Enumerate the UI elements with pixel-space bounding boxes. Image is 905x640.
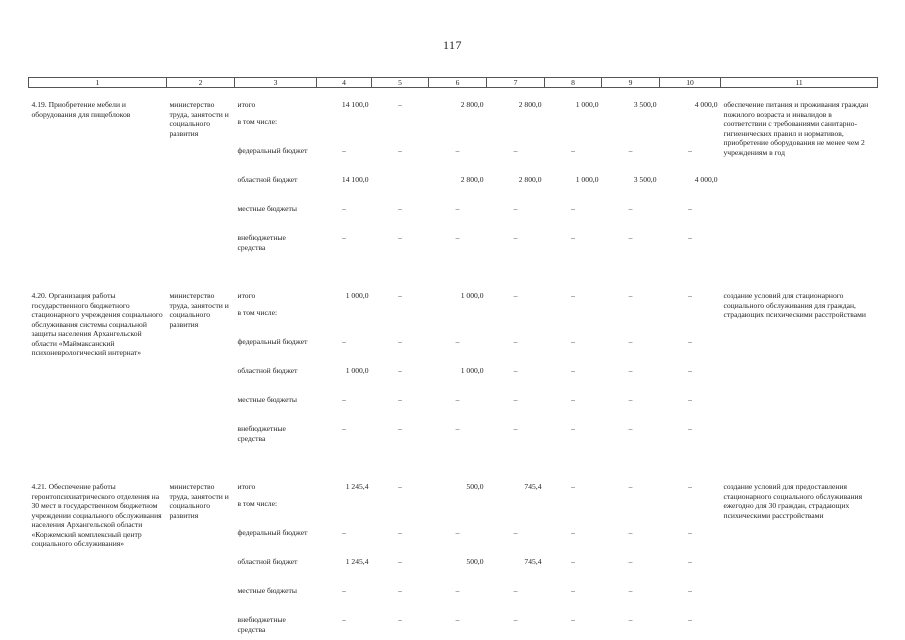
amount-cell: – [342, 395, 346, 405]
amount-cell: – [688, 337, 692, 347]
amount-cell: – [688, 146, 692, 156]
amount-cell: 1 000,0 [460, 291, 484, 301]
amount-cell: – [571, 395, 575, 405]
col-header: 1 [29, 78, 167, 88]
amount-cell: – [455, 204, 460, 214]
col-header: 3 [235, 78, 317, 88]
amount-cell: – [628, 233, 633, 243]
page-number: 117 [442, 38, 463, 52]
amount-cell: – [513, 337, 518, 347]
funding-source-label: местные бюджеты [237, 204, 297, 214]
amount-cell: – [342, 146, 346, 156]
amount-cell: – [628, 424, 633, 434]
amount-cell: 3 500,0 [633, 175, 657, 185]
amount-cell: – [571, 291, 575, 301]
amount-cell: – [628, 557, 633, 567]
amount-cell [372, 499, 429, 528]
amount-cell [660, 499, 721, 528]
amount-cell: 14 100,0 [341, 100, 369, 110]
funding-source-label: местные бюджеты [237, 586, 297, 596]
amount-cell: – [571, 146, 575, 156]
amount-cell: – [688, 424, 692, 434]
col-header: 10 [660, 78, 721, 88]
amount-cell [372, 175, 429, 204]
amount-cell: 1 000,0 [575, 100, 599, 110]
measure-title: 4.21. Обеспечение работы геронтопсихиатрического отделения на 30 мест в государственном бюджетном учреждении социального обслуживания населения Архангельской области «Коржемский комплексный центр социального обслуживания» [31, 482, 162, 549]
amount-cell: – [628, 615, 633, 625]
executor: министерство труда, занятости и социального развития [169, 482, 229, 520]
amount-cell [545, 117, 602, 146]
funding-source-label: внебюджетные средства [237, 424, 286, 443]
amount-cell: 2 800,0 [460, 175, 484, 185]
amount-cell: – [398, 100, 402, 110]
amount-cell: 1 245,4 [345, 482, 369, 492]
amount-cell: – [455, 586, 460, 596]
amount-cell: – [398, 424, 402, 434]
amount-cell [487, 308, 545, 337]
amount-cell: – [571, 557, 575, 567]
amount-cell: – [571, 366, 575, 376]
amount-cell [660, 117, 721, 146]
amount-cell: – [398, 395, 402, 405]
amount-cell: – [398, 291, 402, 301]
amount-cell: 1 000,0 [460, 366, 484, 376]
amount-cell [545, 308, 602, 337]
funding-source-label: областной бюджет [237, 557, 298, 567]
funding-source-label: итого [237, 100, 256, 110]
amount-cell: – [342, 528, 346, 538]
funding-source-label: областной бюджет [237, 175, 298, 185]
amount-cell: 1 000,0 [345, 291, 369, 301]
amount-cell: – [342, 233, 346, 243]
amount-cell: – [571, 233, 575, 243]
executor: министерство труда, занятости и социального развития [169, 100, 229, 138]
amount-cell: – [513, 233, 518, 243]
amount-cell: – [455, 424, 460, 434]
funding-source-label: итого [237, 291, 256, 301]
amount-cell: – [398, 557, 402, 567]
col-header: 4 [317, 78, 372, 88]
amount-cell: – [628, 291, 633, 301]
amount-cell: – [571, 586, 575, 596]
amount-cell: – [688, 557, 692, 567]
table-row [29, 470, 878, 499]
amount-cell: – [513, 146, 518, 156]
amount-cell: – [455, 337, 460, 347]
amount-cell [429, 499, 487, 528]
amount-cell: – [513, 424, 518, 434]
amount-cell: 1 000,0 [345, 366, 369, 376]
amount-cell [372, 117, 429, 146]
amount-cell: – [688, 615, 692, 625]
amount-cell: – [513, 291, 518, 301]
amount-cell: 4 000,0 [694, 100, 718, 110]
amount-cell: – [398, 146, 402, 156]
amount-cell: – [628, 586, 633, 596]
amount-cell: – [688, 204, 692, 214]
funding-source-label: федеральный бюджет [237, 528, 308, 538]
amount-cell: 2 800,0 [518, 100, 542, 110]
amount-cell: – [513, 366, 518, 376]
executor: министерство труда, занятости и социального развития [169, 291, 229, 329]
amount-cell: – [688, 586, 692, 596]
amount-cell: – [688, 233, 692, 243]
amount-cell: – [455, 395, 460, 405]
amount-cell [602, 308, 660, 337]
expected-result: обеспечение питания и проживания граждан пожилого возраста и инвалидов в соответствии с требованиями санитарно-гигиенических правил и нормативов, приобретение оборудования не менее чем 2 учреждениям в год [723, 100, 869, 157]
amount-cell [372, 308, 429, 337]
amount-cell: – [342, 337, 346, 347]
col-header: 5 [372, 78, 429, 88]
col-header: 11 [721, 78, 878, 88]
amount-cell: 4 000,0 [694, 175, 718, 185]
amount-cell [317, 308, 372, 337]
amount-cell: – [455, 146, 460, 156]
funding-source-label: внебюджетные средства [237, 233, 286, 252]
amount-cell: – [628, 204, 633, 214]
amount-cell: – [398, 337, 402, 347]
amount-cell: – [688, 291, 692, 301]
amount-cell: 3 500,0 [633, 100, 657, 110]
funding-source-label: местные бюджеты [237, 395, 297, 405]
amount-cell: – [571, 424, 575, 434]
amount-cell: – [571, 337, 575, 347]
expected-result: создание условий для предоставления стационарного социального обслуживания ежегодно для 30 граждан, страдающих психическими расстройствами [723, 482, 863, 520]
amount-cell: 500,0 [466, 557, 484, 567]
amount-cell: – [628, 337, 633, 347]
amount-cell: 500,0 [466, 482, 484, 492]
amount-cell: – [342, 615, 346, 625]
funding-source-label: федеральный бюджет [237, 337, 308, 347]
amount-cell: – [688, 366, 692, 376]
amount-cell: 14 100,0 [341, 175, 369, 185]
col-header: 6 [429, 78, 487, 88]
amount-cell: 1 000,0 [575, 175, 599, 185]
amount-cell: – [513, 615, 518, 625]
amount-cell: – [571, 482, 575, 492]
amount-cell: – [628, 482, 633, 492]
amount-cell: – [398, 528, 402, 538]
table-row [29, 88, 878, 118]
amount-cell: 745,4 [524, 482, 542, 492]
amount-cell [487, 499, 545, 528]
amount-cell: 745,4 [524, 557, 542, 567]
funding-source-label: итого [237, 482, 256, 492]
amount-cell [317, 499, 372, 528]
amount-cell [429, 308, 487, 337]
amount-cell: – [628, 146, 633, 156]
amount-cell [429, 117, 487, 146]
col-header: 8 [545, 78, 602, 88]
table-row [29, 279, 878, 308]
column-header-row [29, 78, 878, 88]
amount-cell: – [398, 586, 402, 596]
amount-cell [602, 117, 660, 146]
funding-source-label: внебюджетные средства [237, 615, 286, 634]
amount-cell: – [513, 586, 518, 596]
amount-cell: – [513, 204, 518, 214]
amount-cell: – [455, 615, 460, 625]
measure-title: 4.19. Приобретение мебели и оборудования для пищеблоков [31, 100, 131, 119]
amount-cell [545, 499, 602, 528]
amount-cell: – [628, 395, 633, 405]
amount-cell: – [342, 586, 346, 596]
expected-result: создание условий для стационарного социального обслуживания для граждан, страдающих психическими расстройствами [723, 291, 866, 320]
col-header: 7 [487, 78, 545, 88]
amount-cell: – [513, 528, 518, 538]
amount-cell: – [688, 528, 692, 538]
funding-source-label: в том числе: [237, 117, 278, 127]
amount-cell: 2 800,0 [518, 175, 542, 185]
amount-cell: – [398, 366, 402, 376]
col-header: 9 [602, 78, 660, 88]
amount-cell: – [455, 528, 460, 538]
amount-cell: – [342, 424, 346, 434]
amount-cell [660, 308, 721, 337]
amount-cell: – [398, 204, 402, 214]
funding-source-label: в том числе: [237, 308, 278, 318]
amount-cell: – [688, 482, 692, 492]
amount-cell: – [398, 233, 402, 243]
amount-cell: 2 800,0 [460, 100, 484, 110]
amount-cell: – [688, 395, 692, 405]
amount-cell: – [571, 528, 575, 538]
amount-cell: – [571, 204, 575, 214]
col-header: 2 [167, 78, 235, 88]
amount-cell: – [398, 482, 402, 492]
funding-source-label: федеральный бюджет [237, 146, 308, 156]
program-table [28, 77, 878, 635]
amount-cell: – [513, 395, 518, 405]
amount-cell: – [398, 615, 402, 625]
amount-cell: 1 245,4 [345, 557, 369, 567]
amount-cell: – [628, 366, 633, 376]
amount-cell: – [628, 528, 633, 538]
amount-cell: – [571, 615, 575, 625]
amount-cell: – [342, 204, 346, 214]
funding-source-label: в том числе: [237, 499, 278, 509]
amount-cell: – [455, 233, 460, 243]
amount-cell [602, 499, 660, 528]
amount-cell [487, 117, 545, 146]
funding-source-label: областной бюджет [237, 366, 298, 376]
amount-cell [317, 117, 372, 146]
measure-title: 4.20. Организация работы государственного бюджетного стационарного учреждения социального обслуживания системы социальной защиты населения Архангельской области «Маймаксанский психоневрологический интернат» [31, 291, 163, 358]
